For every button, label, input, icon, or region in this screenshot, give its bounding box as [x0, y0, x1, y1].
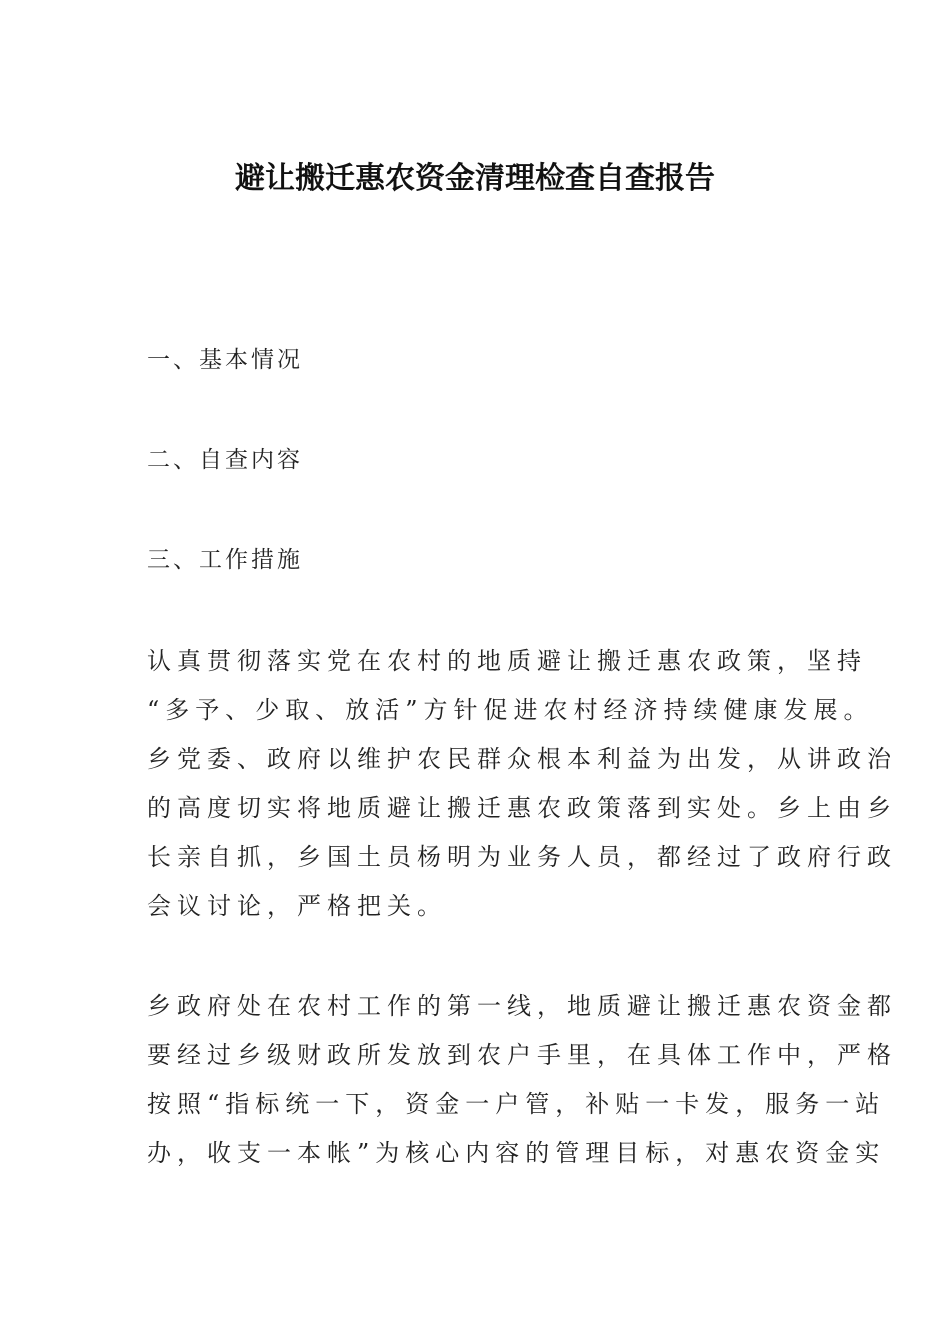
paragraph-line: 乡党委、政府以维护农民群众根本利益为出发，从讲政治 [147, 745, 897, 773]
section-heading-work-measures: 三、工作措施 [147, 547, 303, 573]
body-paragraph-1 [147, 643, 897, 937]
paragraph-line: 要经过乡级财政所发放到农户手里，在具体工作中，严格 [147, 1041, 897, 1069]
paragraph-line: 办，收支一本帐”为核心内容的管理目标，对惠农资金实 [147, 1139, 886, 1167]
section-heading-self-check-content: 二、自查内容 [147, 447, 303, 473]
paragraph-line: 按照“指标统一下，资金一户管，补贴一卡发，服务一站 [147, 1090, 886, 1118]
paragraph-line: 的高度切实将地质避让搬迁惠农政策落到实处。乡上由乡 [147, 794, 897, 822]
paragraph-line: 乡政府处在农村工作的第一线，地质避让搬迁惠农资金都 [147, 992, 897, 1020]
paragraph-line: 认真贯彻落实党在农村的地质避让搬迁惠农政策，坚持 [147, 647, 867, 675]
paragraph-line: 长亲自抓，乡国土员杨明为业务人员，都经过了政府行政 [147, 843, 897, 871]
section-heading-basic-situation: 一、基本情况 [147, 347, 303, 373]
paragraph-line: 会议讨论，严格把关。 [147, 892, 447, 920]
document-title: 避让搬迁惠农资金清理检查自查报告 [235, 161, 715, 196]
paragraph-line: “多予、少取、放活”方针促进农村经济持续健康发展。 [147, 696, 874, 724]
body-paragraph-2 [147, 988, 897, 1184]
